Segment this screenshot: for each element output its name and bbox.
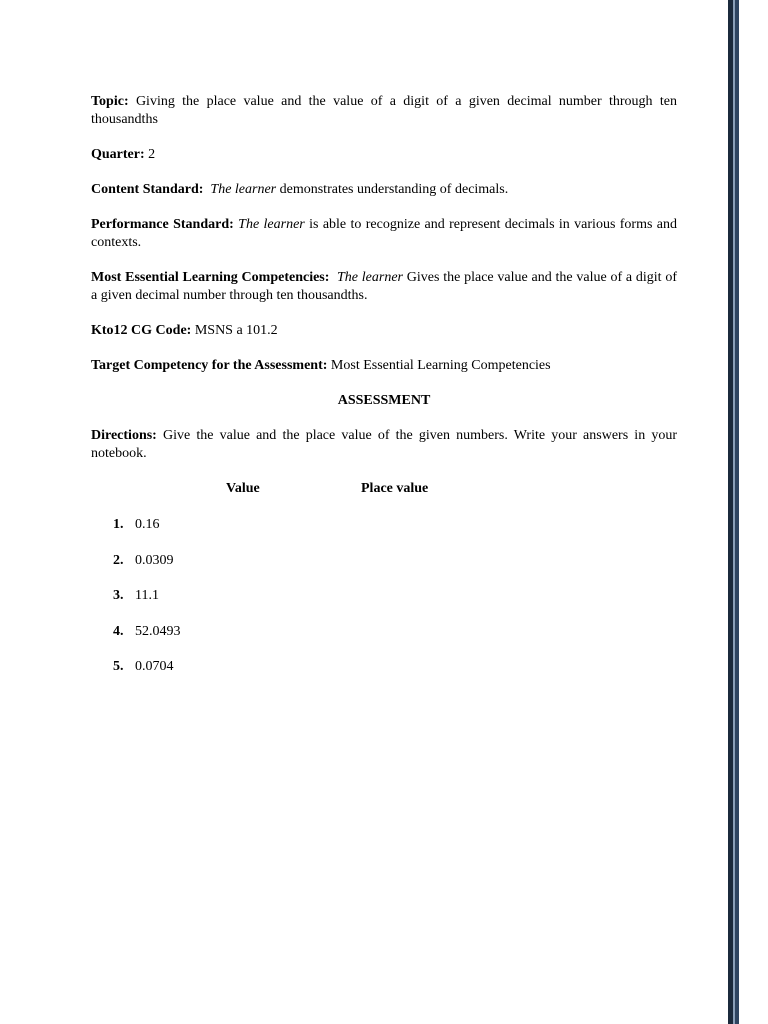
item-number: 3. (113, 588, 124, 603)
target-competency-label: Target Competency for the Assessment: (91, 358, 328, 373)
item-value: 0.0309 (135, 552, 174, 568)
item-value: 11.1 (135, 588, 159, 603)
page-border-decoration (726, 0, 768, 1024)
cg-code-text: MSNS a 101.2 (191, 323, 278, 338)
document-content (91, 93, 677, 694)
content-standard-label: Content Standard: (91, 182, 204, 197)
cg-code-paragraph (91, 322, 677, 340)
content-standard-text: demonstrates understanding of decimals. (276, 182, 509, 197)
border-line-mid (735, 0, 739, 1024)
target-competency-text: Most Essential Learning Competencies (327, 358, 551, 373)
directions-text: Give the value and the place value of the given numbers. Write your answers in your notebook. (91, 428, 677, 461)
list-item (91, 587, 677, 605)
content-standard-paragraph (91, 181, 677, 199)
item-number: 4. (113, 623, 124, 639)
item-number: 2. (113, 552, 124, 568)
item-value: 52.0493 (135, 623, 181, 639)
place-value-column-header: Place value (361, 481, 429, 496)
list-item (91, 516, 677, 534)
list-item (91, 552, 677, 570)
list-item (91, 658, 677, 676)
answer-column-headers (91, 480, 677, 498)
item-number: 1. (113, 517, 124, 532)
performance-standard-label: Performance Standard: (91, 217, 234, 232)
content-standard-learner: The learner (210, 182, 277, 197)
item-number: 5. (113, 659, 124, 674)
list-item (91, 623, 677, 641)
item-value: 0.0704 (135, 659, 174, 674)
topic-text: Giving the place value and the value of a digit of a given decimal number through ten thousandths (91, 94, 677, 127)
directions-paragraph (91, 427, 677, 463)
assessment-heading: ASSESSMENT (337, 393, 431, 408)
performance-standard-learner: The learner (238, 217, 305, 232)
melc-label: Most Essential Learning Competencies: (91, 270, 330, 285)
melc-paragraph (91, 269, 677, 305)
performance-standard-paragraph (91, 216, 677, 252)
melc-learner: The learner (337, 270, 403, 285)
item-value: 0.16 (135, 517, 160, 532)
value-column-header: Value (226, 481, 260, 496)
performance-standard-text: is able to recognize and represent decimals in various forms and contexts. (91, 217, 677, 250)
quarter-text: 2 (144, 147, 156, 162)
quarter-paragraph (91, 146, 677, 164)
target-competency-paragraph (91, 357, 677, 375)
cg-code-label: Kto12 CG Code: (91, 323, 192, 338)
topic-label: Topic: (91, 94, 129, 109)
quarter-label: Quarter: (91, 147, 145, 162)
assessment-items-list (91, 516, 677, 676)
topic-paragraph (91, 93, 677, 129)
melc-text: Gives the place value and the value of a digit of a given decimal number through ten thousandths. (91, 270, 678, 303)
directions-label: Directions: (91, 428, 157, 443)
